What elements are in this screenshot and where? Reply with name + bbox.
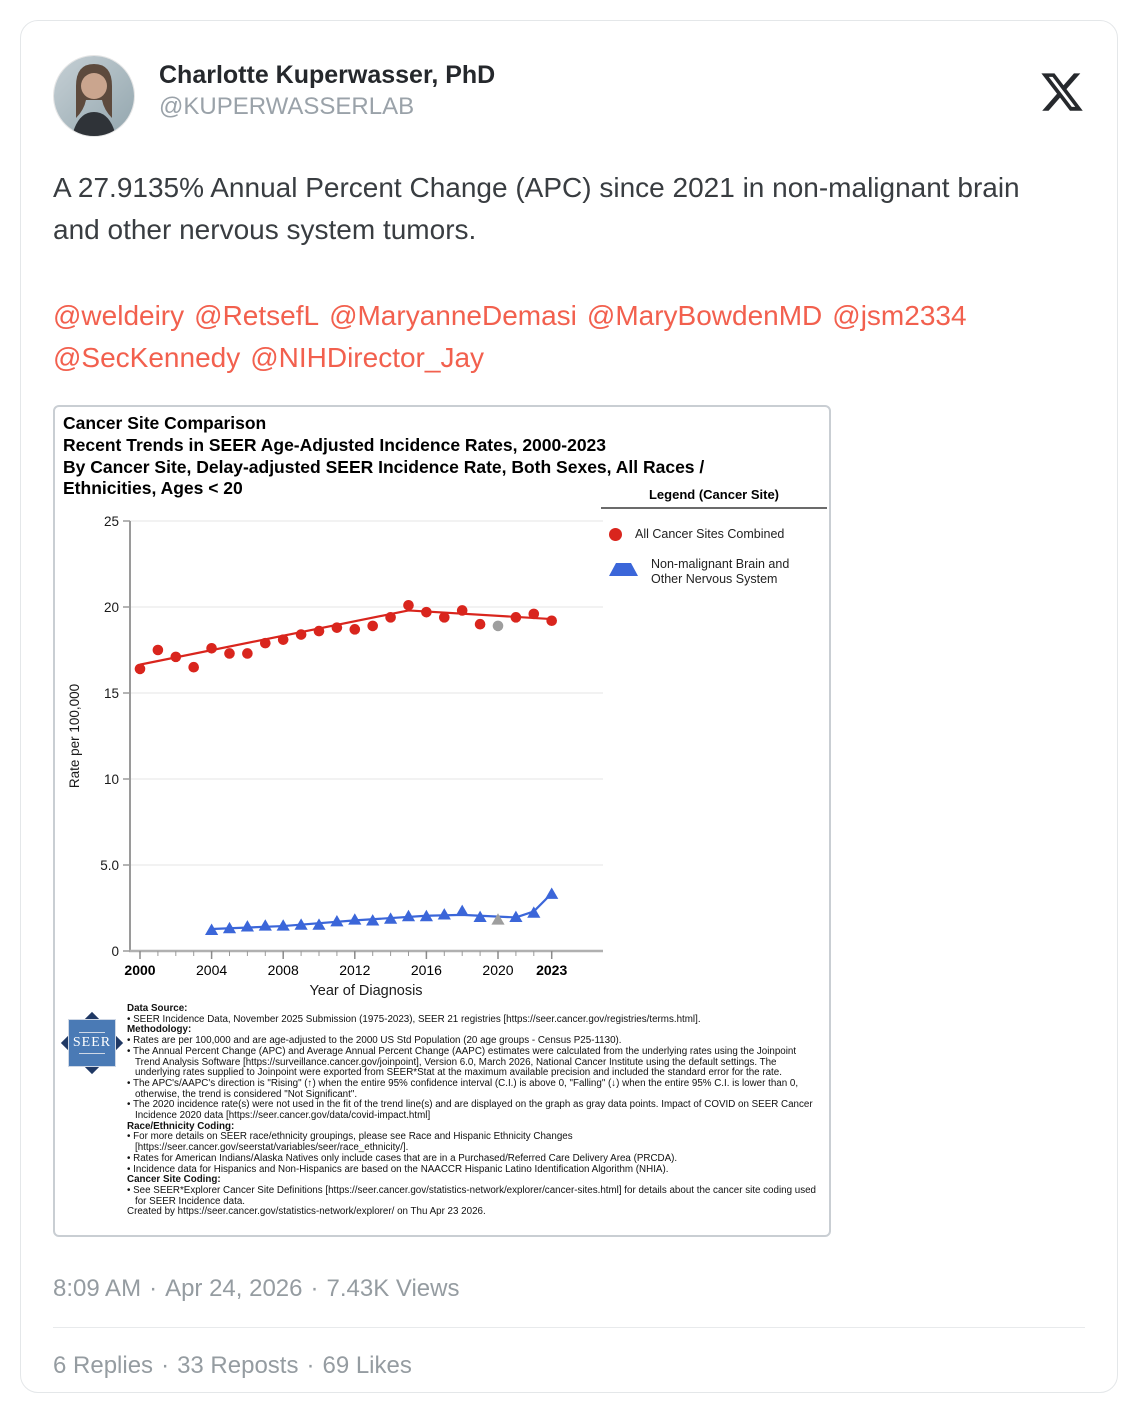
- tweet-mentions: [53, 295, 1063, 379]
- mention-link-MaryanneDemasi[interactable]: @MaryanneDemasi: [329, 300, 577, 331]
- separator-dot: ·: [161, 1352, 170, 1379]
- legend-item-all-sites: [609, 527, 827, 542]
- chart-subtitle-line: Recent Trends in SEER Age-Adjusted Incidence Rates, 2000-2023: [63, 434, 607, 455]
- tweet-header: [53, 55, 1085, 137]
- footnote-line: • Incidence data for Hispanics and Non-Hispanics are based on the NAACCR Hispanic Latino Identification Algorithm (NHIA).: [127, 1163, 669, 1175]
- legend-rule: [601, 507, 827, 509]
- footer-divider: [53, 1327, 1085, 1328]
- footnote-line: • The Annual Percent Change (APC) and Average Annual Percent Change (AAPC) estimates were calculated from the underlying rates using the Joinpoint Trend Analysis Software [https://surveillance.cancer.gov/joinpoint], Version 6.0, March 2026, National Cancer Institute using the default settings. The underlying rates supplied to Joinpoint were exported from SEER*Stat at the maximum available precision and included the standard error for the rate.: [127, 1045, 797, 1079]
- svg-text:Year of Diagnosis: Year of Diagnosis: [309, 983, 423, 999]
- avatar[interactable]: [53, 55, 135, 137]
- svg-text:0: 0: [111, 944, 119, 959]
- engagement-stats: [53, 1352, 1085, 1380]
- footnote-line: • The APC's/AAPC's direction is "Rising" (↑) when the entire 95% confidence interval (C.I.) is above 0, "Falling" (↓) when the entire 95% C.I. is lower than 0, otherwise, the trend is considered "Not Significant".: [127, 1077, 799, 1100]
- chart-image[interactable]: [53, 405, 831, 1237]
- timestamp-row[interactable]: [53, 1275, 1085, 1303]
- mention-link-MaryBowdenMD[interactable]: @MaryBowdenMD: [586, 300, 823, 331]
- likes-link[interactable]: 69 Likes: [322, 1352, 412, 1379]
- footnote-line: Methodology:: [127, 1024, 192, 1036]
- seer-logo-text: SEER: [72, 1035, 112, 1050]
- svg-text:2016: 2016: [410, 962, 442, 978]
- chart-subtitle-line: Ethnicities, Ages < 20: [63, 478, 243, 499]
- post-date: Apr 24, 2026: [165, 1275, 303, 1302]
- mention-link-jsm2334[interactable]: @jsm2334: [832, 300, 967, 331]
- legend-label: Non-malignant Brain and Other Nervous System: [651, 557, 790, 586]
- separator-dot: ·: [306, 1352, 315, 1379]
- mention-link-weldeiry[interactable]: @weldeiry: [53, 300, 185, 331]
- separator-dot: ·: [149, 1275, 158, 1302]
- svg-text:5.0: 5.0: [100, 858, 119, 873]
- display-name[interactable]: Charlotte Kuperwasser, PhD: [159, 61, 496, 89]
- footnote-line: • SEER Incidence Data, November 2025 Submission (1975-2023), SEER 21 registries [https://seer.cancer.gov/registries/terms.html].: [127, 1013, 701, 1025]
- footnote-line: Cancer Site Coding:: [127, 1174, 221, 1186]
- replies-link[interactable]: 6 Replies: [53, 1352, 154, 1379]
- svg-text:20: 20: [103, 600, 119, 615]
- svg-text:2020: 2020: [482, 962, 514, 978]
- avatar-photo-placeholder: [54, 56, 134, 136]
- legend-label: All Cancer Sites Combined: [635, 527, 785, 541]
- svg-text:2023: 2023: [536, 962, 568, 978]
- chart-plot: [63, 494, 623, 1006]
- tweet-text: A 27.9135% Annual Percent Change (APC) since 2021 in non-malignant brain and other nervous system tumors.: [53, 172, 1020, 245]
- footnote-line: Data Source:: [127, 1003, 188, 1014]
- footnote-line: • Rates are per 100,000 and are age-adjusted to the 2000 US Std Population (20 age groups - Census P25-1130).: [127, 1035, 622, 1047]
- svg-text:10: 10: [103, 772, 119, 787]
- mention-link-RetsefL[interactable]: @RetsefL: [194, 300, 320, 331]
- svg-text:2004: 2004: [196, 962, 228, 978]
- svg-text:2000: 2000: [124, 962, 156, 978]
- footnote-line: • The 2020 incidence rate(s) were not used in the fit of the trend line(s) and are displayed on the graph as gray data points. Impact of COVID on SEER Cancer Incidence 2020 data [https://seer.cancer.gov/data/covid-impact.html]: [127, 1099, 813, 1122]
- tweet-card: [20, 20, 1118, 1393]
- separator-dot: ·: [310, 1275, 319, 1302]
- footnote-line: Race/Ethnicity Coding:: [127, 1120, 235, 1132]
- mention-link-SecKennedy[interactable]: @SecKennedy: [53, 342, 241, 373]
- chart-footnotes: [127, 1004, 823, 1218]
- footnote-line: • Rates for American Indians/Alaska Natives only include cases that are in a Purchased/Referred Care Delivery Area (PRCDA).: [127, 1152, 678, 1164]
- chart-legend: [601, 487, 827, 587]
- footnote-line: • For more details on SEER race/ethnicity groupings, please see Race and Hispanic Ethnicity Changes [https://seer.cancer.gov/seerstat/variables/seer/race_ethnicity/].: [127, 1131, 573, 1154]
- views-count: 7.43K Views: [326, 1275, 460, 1302]
- mention-link-NIHDirector_Jay[interactable]: @NIHDirector_Jay: [250, 342, 485, 373]
- user-handle[interactable]: @KUPERWASSERLAB: [159, 93, 415, 120]
- x-logo-icon[interactable]: [1039, 69, 1085, 115]
- footnote-line: • See SEER*Explorer Cancer Site Definitions [https://seer.cancer.gov/statistics-network/explorer/cancer-sites.html] for details about the cancer site coding used for SEER Incidence data.: [127, 1184, 816, 1207]
- chart-title: Cancer Site Comparison: [63, 413, 267, 433]
- post-time: 8:09 AM: [53, 1275, 142, 1302]
- legend-title: Legend (Cancer Site): [648, 487, 780, 502]
- svg-text:2012: 2012: [339, 962, 371, 978]
- svg-text:25: 25: [103, 514, 119, 529]
- svg-text:15: 15: [103, 686, 119, 701]
- svg-text:Rate per 100,000: Rate per 100,000: [67, 683, 82, 789]
- legend-item-brain: [609, 557, 827, 587]
- chart-subtitle-line: By Cancer Site, Delay-adjusted SEER Incidence Rate, Both Sexes, All Races /: [63, 456, 705, 477]
- footnote-line: Created by https://seer.cancer.gov/statistics-network/explorer/ on Thu Apr 23 2026.: [127, 1206, 486, 1218]
- chart-footnote-row: [61, 1004, 823, 1218]
- seer-logo: [61, 1012, 123, 1074]
- reposts-link[interactable]: 33 Reposts: [177, 1352, 299, 1379]
- svg-text:2008: 2008: [267, 962, 299, 978]
